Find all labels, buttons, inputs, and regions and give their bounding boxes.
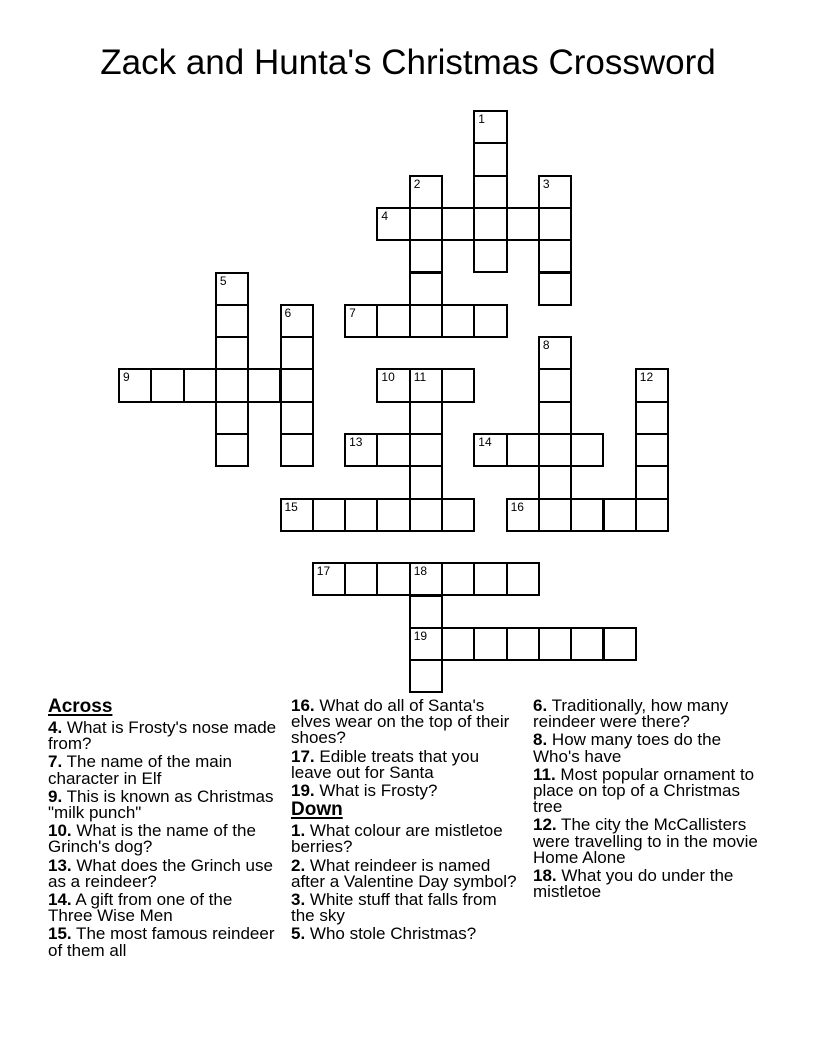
- grid-cell: [473, 142, 507, 176]
- grid-cell: [376, 207, 410, 241]
- grid-cell: [118, 368, 152, 402]
- grid-cell: [441, 562, 475, 596]
- grid-cell: [344, 433, 378, 467]
- cell-number: 11: [413, 370, 427, 385]
- grid-cell: [635, 465, 669, 499]
- clue-number: 10.: [48, 821, 72, 841]
- grid-cell: [441, 304, 475, 338]
- cell-number: 13: [349, 435, 363, 449]
- clue-across-4: 4. What is Frosty's nose made from?: [48, 718, 277, 754]
- clue-number: 8.: [533, 730, 548, 750]
- clue-across-16: 16. What do all of Santa's elves wear on the top of their shoes?: [291, 696, 510, 748]
- grid-cell: [409, 368, 443, 402]
- clue-across-10: 10. What is the name of the Grinch's dog?: [48, 821, 256, 857]
- clues-column-1: [48, 698, 281, 961]
- grid-cell: [635, 401, 669, 435]
- grid-cell: [441, 207, 475, 241]
- grid-cell: [473, 433, 507, 467]
- clue-number: 1.: [291, 821, 306, 841]
- grid-cell: [635, 498, 669, 532]
- grid-cell: [215, 272, 249, 306]
- grid-cell: [538, 272, 572, 306]
- clue-down-1: 1. What colour are mistletoe berries?: [291, 821, 503, 857]
- clue-across-15: 15. The most famous reindeer of them all: [48, 924, 275, 960]
- clues-column-2: [291, 698, 524, 945]
- grid-cell: [344, 562, 378, 596]
- grid-cell: [538, 336, 572, 370]
- grid-cell: [635, 368, 669, 402]
- clue-number: 11.: [533, 764, 556, 784]
- cell-number: 2: [413, 176, 421, 191]
- clue-across-9: 9. This is known as Christmas "milk punch": [48, 786, 274, 823]
- down-heading-label: Down: [291, 799, 343, 821]
- grid-cell: [280, 304, 314, 338]
- clue-number: 18.: [533, 866, 557, 886]
- grid-cell: [344, 304, 378, 338]
- clue-across-7: 7. The name of the main character in Elf: [48, 752, 232, 788]
- clue-number: 6.: [533, 696, 548, 715]
- grid-cell: [538, 368, 572, 402]
- grid-cell: [506, 498, 540, 532]
- grid-cell: [215, 368, 249, 402]
- grid-cell: [376, 433, 410, 467]
- grid-cell: [473, 110, 507, 144]
- grid-cell: [538, 465, 572, 499]
- clue-number: 19.: [291, 781, 315, 801]
- across-heading: [48, 698, 281, 716]
- grid-cell: [280, 368, 314, 402]
- grid-cell: [409, 465, 443, 499]
- cell-number: 6: [284, 305, 292, 320]
- grid-cell: [409, 207, 443, 241]
- grid-cell: [376, 562, 410, 596]
- grid-cell: [473, 207, 507, 241]
- grid-cell: [473, 175, 507, 209]
- clue-number: 2.: [291, 855, 306, 875]
- grid-cell: [538, 175, 572, 209]
- grid-cell: [473, 627, 507, 661]
- clue-across-14: 14. A gift from one of the Three Wise Men: [48, 890, 233, 926]
- grid-cell: [215, 433, 249, 467]
- grid-cell: [506, 562, 540, 596]
- grid-cell: [409, 401, 443, 435]
- grid-cell: [376, 368, 410, 402]
- cell-number: 16: [510, 499, 524, 514]
- grid-cell: [183, 368, 217, 402]
- clue-down-2: 2. What reindeer is named after a Valentine Day symbol?: [291, 855, 517, 891]
- grid-cell: [570, 433, 604, 467]
- cell-number: 9: [123, 370, 130, 385]
- grid-cell: [280, 336, 314, 370]
- grid-cell: [603, 627, 637, 661]
- grid-cell: [150, 368, 184, 402]
- grid-cell: [409, 498, 443, 532]
- clue-number: 5.: [291, 924, 306, 944]
- page-title: Zack and Hunta's Christmas Crossword: [100, 43, 716, 82]
- grid-cell: [473, 239, 507, 273]
- clue-down-3: 3. White stuff that falls from the sky: [291, 890, 497, 926]
- grid-cell: [635, 433, 669, 467]
- grid-cell: [538, 207, 572, 241]
- clue-number: 3.: [291, 890, 306, 910]
- clue-down-11: 11. Most popular ornament to place on top of a Christmas tree: [533, 764, 755, 817]
- cell-number: 12: [639, 370, 654, 385]
- clue-number: 14.: [48, 890, 72, 910]
- cell-number: 15: [284, 499, 298, 514]
- clue-down-8: 8. How many toes do the Who's have: [533, 730, 722, 766]
- grid-cell: [247, 368, 281, 402]
- clue-down-6: 6. Traditionally, how many reindeer were there?: [533, 696, 729, 732]
- clue-number: 13.: [48, 855, 72, 875]
- grid-cell: [409, 595, 443, 629]
- grid-cell: [215, 401, 249, 435]
- clue-number: 17.: [291, 746, 315, 766]
- cell-number: 14: [478, 435, 492, 449]
- cell-number: 7: [349, 305, 356, 320]
- cell-number: 19: [413, 628, 428, 643]
- grid-cell: [344, 498, 378, 532]
- grid-cell: [215, 336, 249, 370]
- grid-cell: [312, 562, 346, 596]
- cell-number: 10: [381, 370, 395, 385]
- clue-across-19: 19. What is Frosty?: [291, 781, 438, 801]
- grid-cell: [473, 304, 507, 338]
- grid-cell: [409, 272, 443, 306]
- grid-cell: [409, 562, 443, 596]
- grid-cell: [280, 401, 314, 435]
- grid-cell: [441, 368, 475, 402]
- grid-cell: [506, 207, 540, 241]
- grid-cell: [570, 627, 604, 661]
- grid-cell: [312, 498, 346, 532]
- grid-cell: [409, 239, 443, 273]
- cell-number: 4: [381, 208, 389, 223]
- down-heading: [291, 801, 524, 819]
- grid-cell: [215, 304, 249, 338]
- grid-cell: [280, 498, 314, 532]
- grid-cell: [409, 304, 443, 338]
- clue-number: 16.: [291, 696, 315, 715]
- grid-cell: [376, 498, 410, 532]
- grid-cell: [409, 175, 443, 209]
- grid-cell: [538, 239, 572, 273]
- grid-cell: [538, 401, 572, 435]
- grid-cell: [506, 433, 540, 467]
- clue-number: 4.: [48, 718, 63, 737]
- grid-cell: [538, 627, 572, 661]
- cell-number: 8: [542, 338, 550, 353]
- grid-cell: [603, 498, 637, 532]
- clue-down-5: 5. Who stole Christmas?: [291, 924, 477, 944]
- grid-cell: [409, 433, 443, 467]
- clue-down-12: 12. The city the McCallisters were travelling to in the movie Home Alone: [533, 815, 758, 867]
- cell-number: 18: [413, 564, 428, 579]
- cell-number: 1: [478, 112, 485, 126]
- clue-across-17: 17. Edible treats that you leave out for Santa: [291, 746, 480, 782]
- cell-number: 17: [316, 564, 331, 579]
- grid-cell: [538, 433, 572, 467]
- cell-number: 5: [219, 273, 227, 288]
- grid-cell: [570, 498, 604, 532]
- grid-cell: [409, 659, 443, 693]
- clue-number: 12.: [533, 815, 557, 835]
- clue-down-18: 18. What you do under the mistletoe: [533, 866, 734, 902]
- clue-number: 7.: [48, 752, 63, 772]
- clue-number: 9.: [48, 786, 63, 806]
- grid-cell: [441, 627, 475, 661]
- grid-cell: [441, 498, 475, 532]
- grid-cell: [473, 562, 507, 596]
- grid-cell: [409, 627, 443, 661]
- clues-column-3: [533, 698, 766, 902]
- across-heading-label: Across: [48, 696, 113, 717]
- cell-number: 3: [542, 176, 550, 191]
- grid-cell: [280, 433, 314, 467]
- clue-number: 15.: [48, 924, 72, 944]
- grid-cell: [538, 498, 572, 532]
- grid-cell: [506, 627, 540, 661]
- grid-cell: [376, 304, 410, 338]
- clue-across-13: 13. What does the Grinch use as a reindeer?: [48, 855, 273, 891]
